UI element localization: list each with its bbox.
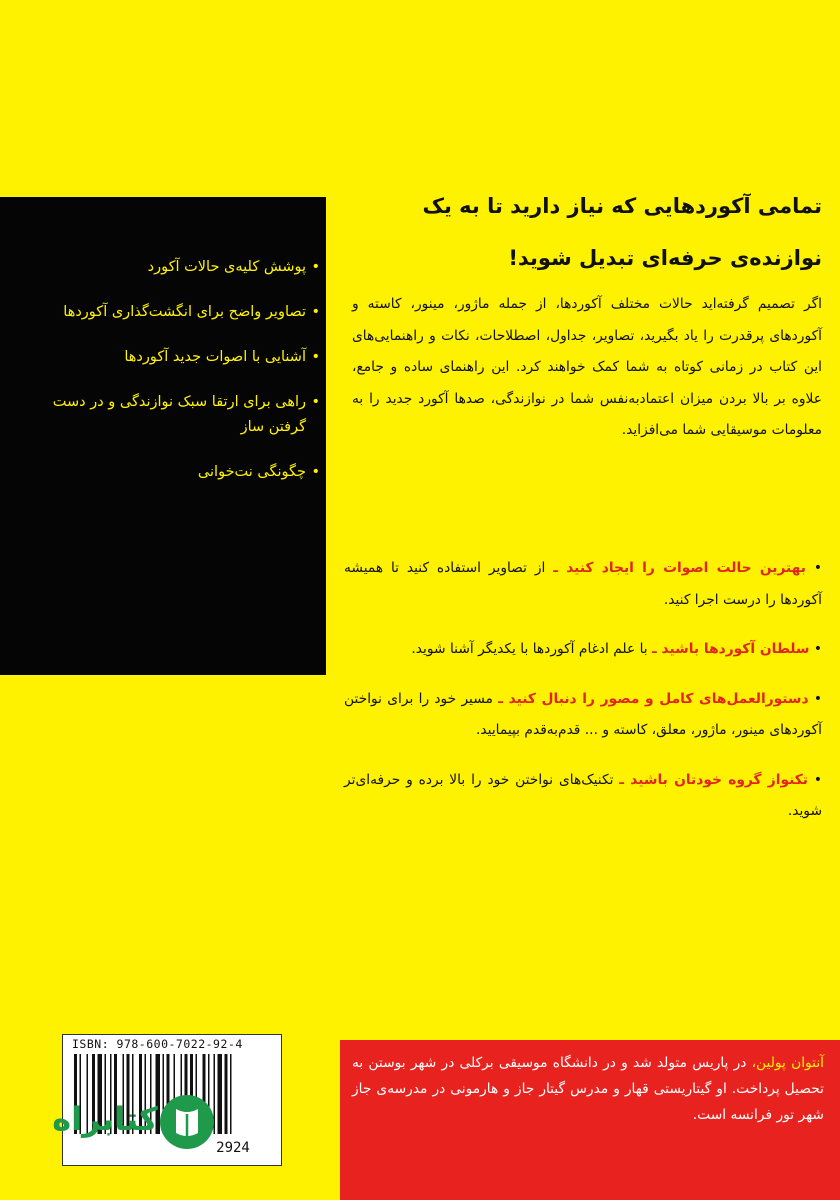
intro-paragraph: اگر تصمیم گرفته‌اید حالات مختلف آکوردها، از جمله ماژور، مینور، کاسته و آکوردهای پرقدرت را یاد بگیرید، تصاویر، جداول، اصطلاحات، نکات و راهنمایی‌های این کتاب در زمانی کوتاه به شما کمک خواهند کرد. این راهنمای ساده و جامع، علاوه بر بالا بردن میزان اعتمادبه‌نفس شما در نوازندگی، صدها آکورد جدید را به معلومات موسیقایی شما می‌افزاید. [352, 296, 822, 438]
tips-list [344, 553, 822, 846]
tip-text: مسیر خود را برای نواختن آکوردهای مینور، ماژور، معلق، کاسته و ... قدم‌به‌قدم بپیمایید. [344, 690, 822, 738]
author-name: آنتوان پولین، [751, 1055, 825, 1071]
headline: تمامی آکوردهایی که نیاز دارید تا به یک نوازنده‌ی حرفه‌ای تبدیل شوید! [422, 194, 822, 270]
isbn-label: ISBN: 978-600-7022-92-4 [72, 1037, 243, 1051]
feature-item: • پوشش کلیه‌ی حالات آکورد [15, 255, 320, 280]
tip-item: • سلطان آکوردها باشید ـ با علم ادغام آکوردها با یکدیگر آشنا شوید. [411, 641, 822, 657]
feature-item: • راهی برای ارتقا سبک نوازندگی و در دست گرفتن ساز [15, 390, 320, 440]
feature-item: • آشنایی با اصوات جدید آکوردها [15, 345, 320, 370]
feature-item: • چگونگی نت‌خوانی [15, 460, 320, 485]
tip-item: • بهترین حالت اصوات را ایجاد کنید ـ از تصاویر استفاده کنید تا همیشه آکوردها را درست اجرا کنید. [344, 560, 822, 608]
barcode-bar [225, 1054, 228, 1134]
author-bio [352, 1050, 824, 1128]
tip-item: • دستورالعمل‌های کامل و مصور را دنبال کنید ـ مسیر خود را برای نواختن آکوردهای مینور، ماژور، معلق، کاسته و ... قدم‌به‌قدم بپیمایید. [344, 690, 822, 738]
barcode-number: 2924 [216, 1140, 250, 1156]
author-bio-text: در پاریس متولد شد و در دانشگاه موسیقی برکلی در شهر بوستن به تحصیل پرداخت. او گیتاریستی قهار و مدرس گیتار جاز و هارمونی در مدرسه‌ی جاز شهر تور فرانسه است. [352, 1055, 824, 1123]
barcode-bar [230, 1054, 232, 1134]
tip-highlight: دستورالعمل‌های کامل و مصور را دنبال کنید ـ [498, 690, 809, 707]
feature-item: • تصاویر واضح برای انگشت‌گذاری آکوردها [15, 300, 320, 325]
tip-highlight: بهترین حالت اصوات را ایجاد کنید ـ [553, 560, 806, 576]
logo-text: کتابراه [52, 1100, 158, 1138]
tip-item: • تکنواز گروه خودتان باشید ـ تکنیک‌های نواختن خود را بالا برده و حرفه‌ای‌تر شوید. [344, 771, 822, 819]
book-leaf-icon [160, 1095, 214, 1149]
tip-highlight: سلطان آکوردها باشید ـ [652, 641, 810, 657]
tip-highlight: تکنواز گروه خودتان باشید ـ [619, 771, 808, 788]
tip-text: از تصاویر استفاده کنید تا همیشه آکوردها را درست اجرا کنید. [344, 560, 822, 608]
tip-text: با علم ادغام آکوردها با یکدیگر آشنا شوید. [411, 641, 653, 657]
publisher-logo[interactable] [40, 1090, 220, 1150]
tip-text: تکنیک‌های نواختن خود را بالا برده و حرفه‌ای‌تر شوید. [344, 771, 822, 819]
feature-list [15, 255, 320, 505]
